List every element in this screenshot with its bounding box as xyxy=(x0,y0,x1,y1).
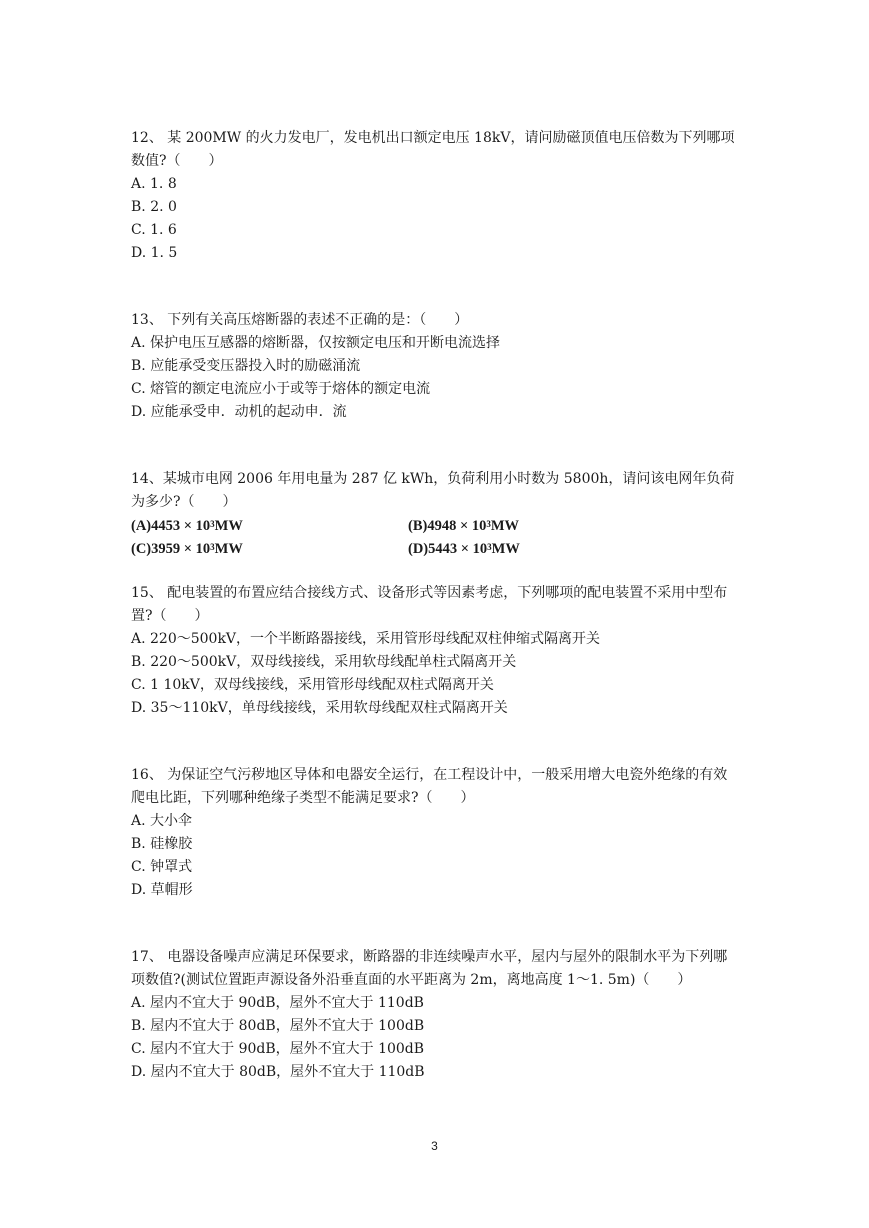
question-stem: 17、 电器设备噪声应满足环保要求，断路器的非连续噪声水平，屋内与屋外的限制水平为下列哪项数值?(测试位置距声源设备外沿垂直面的水平距离为 2m，离地高度 1～1. 5m)（ ） xyxy=(131,949,728,988)
option-d: D. 屋内不宜大于 80dB，屋外不宜大于 110dB xyxy=(131,1064,425,1080)
question-stem: 13、 下列有关高压熔断器的表述不正确的是：（ ） xyxy=(131,312,469,328)
option-d: D. 1. 5 xyxy=(131,245,178,261)
option-d: D. 草帽形 xyxy=(131,882,193,898)
question-16 xyxy=(131,764,741,902)
question-13 xyxy=(131,309,741,424)
option-d: D. 应能承受申．动机的起动申．流 xyxy=(131,404,347,420)
question-stem: 12、 某 200MW 的火力发电厂，发电机出口额定电压 18kV，请问励磁顶值电压倍数为下列哪项数值?（ ） xyxy=(131,130,735,169)
option-a: A. 220～500kV，一个半断路器接线，采用管形母线配双柱伸缩式隔离开关 xyxy=(131,631,601,647)
option-b: B. 硅橡胶 xyxy=(131,836,193,852)
option-c: C. 1. 6 xyxy=(131,222,177,238)
option-d: D. 35～110kV，单母线接线，采用软母线配双柱式隔离开关 xyxy=(131,700,508,716)
page-number: 3 xyxy=(431,1139,438,1153)
question-stem: 16、 为保证空气污秽地区导体和电器安全运行，在工程设计中，一般采用增大电瓷外绝缘的有效爬电比距，下列哪种绝缘子类型不能满足要求?（ ） xyxy=(131,767,728,806)
question-12 xyxy=(131,127,741,265)
question-14 xyxy=(131,468,741,560)
option-d: $(D)5443 \times 10^3MW$ xyxy=(408,541,520,557)
option-b: B. 220～500kV，双母线接线，采用软母线配单柱式隔离开关 xyxy=(131,654,517,670)
option-a: A. 保护电压互感器的熔断器，仅按额定电压和开断电流选择 xyxy=(131,335,501,351)
option-c: $(C)3959 \times 10^3MW$ xyxy=(131,541,243,557)
option-b: B. 屋内不宜大于 80dB，屋外不宜大于 100dB xyxy=(131,1018,425,1034)
option-grid xyxy=(131,516,741,560)
option-a: A. 大小伞 xyxy=(131,813,193,829)
option-b: $(B)4948 \times 10^3MW$ xyxy=(408,518,520,534)
question-stem: 15、 配电装置的布置应结合接线方式、设备形式等因素考虑，下列哪项的配电装置不采用中型布置?（ ） xyxy=(131,585,728,624)
option-a: $(A)4453 \times 10^3MW$ xyxy=(131,518,243,534)
option-c: C. 1 10kV，双母线接线，采用管形母线配双柱式隔离开关 xyxy=(131,677,494,693)
option-b: B. 2. 0 xyxy=(131,199,177,215)
option-a: A. 屋内不宜大于 90dB，屋外不宜大于 110dB xyxy=(131,995,424,1011)
option-c: C. 屋内不宜大于 90dB，屋外不宜大于 100dB xyxy=(131,1041,425,1057)
option-b: B. 应能承受变压器投入时的励磁涌流 xyxy=(131,358,361,374)
option-c: C. 钟罩式 xyxy=(131,859,193,875)
question-17 xyxy=(131,946,741,1084)
option-c: C. 熔管的额定电流应小于或等于熔体的额定电流 xyxy=(131,381,431,397)
question-stem: 14、某城市电网 2006 年用电量为 287 亿 kWh，负荷利用小时数为 5800h，请问该电网年负荷为多少?（ ） xyxy=(131,471,735,510)
option-a: A. 1. 8 xyxy=(131,176,177,192)
question-15 xyxy=(131,582,741,720)
